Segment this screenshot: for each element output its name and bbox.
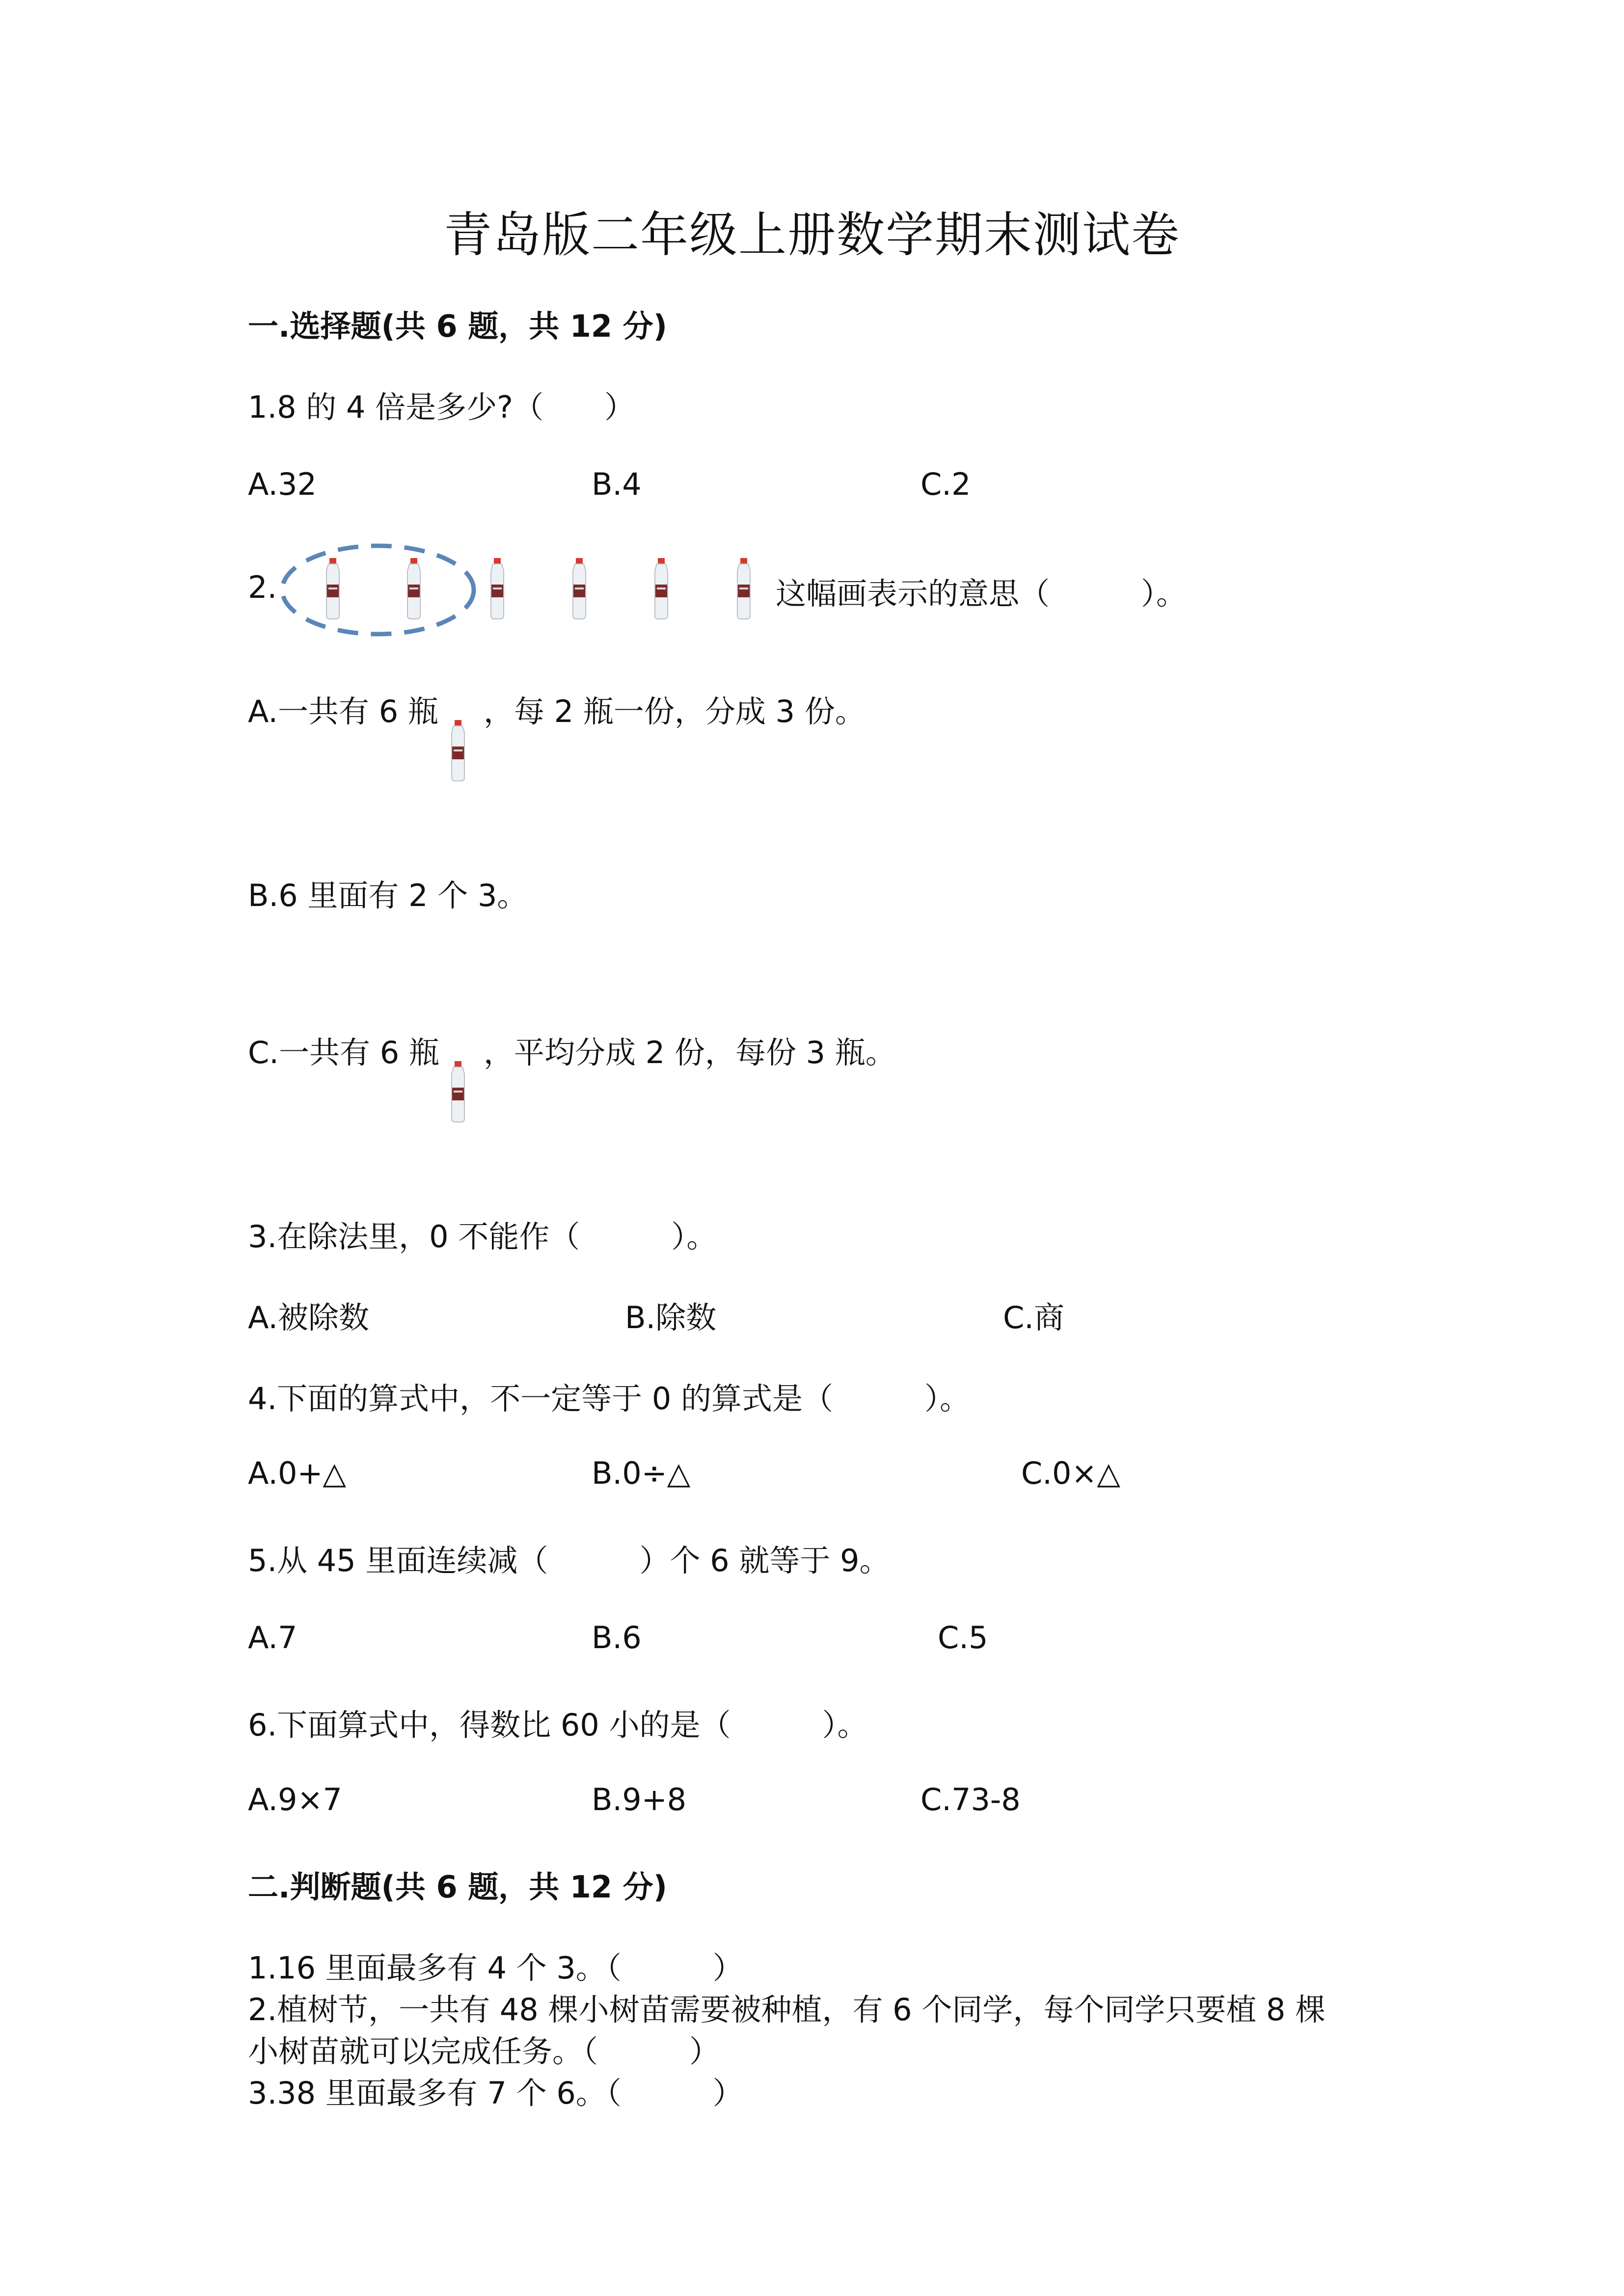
question-2-option-a-start: A.一共有 6 瓶 xyxy=(248,694,438,729)
water-bottle-icon xyxy=(446,719,470,782)
question-5-option-b: B.6 xyxy=(592,1620,642,1655)
question-1-option-b: B.4 xyxy=(592,466,642,502)
question-4-option-b: B.0÷△ xyxy=(592,1455,691,1491)
question-6-option-a: A.9×7 xyxy=(248,1782,342,1817)
question-1-option-c: C.2 xyxy=(920,466,971,502)
question-2-option-c-end: ，平均分成 2 份，每份 3 瓶。 xyxy=(484,1035,896,1070)
section-heading-choice: 一.选择题(共 6 题，共 12 分) xyxy=(248,308,667,344)
water-bottle-icon xyxy=(485,557,510,620)
water-bottle-icon xyxy=(321,557,345,620)
question-5-option-a: A.7 xyxy=(248,1620,298,1655)
question-6-stem: 6.下面算式中，得数比 60 小的是（ ）。 xyxy=(248,1707,868,1743)
water-bottle-icon xyxy=(446,1060,470,1123)
judgement-item-2-line-1: 2.植树节，一共有 48 棵小树苗需要被种植，有 6 个同学，每个同学只要植 8 棵 xyxy=(248,1992,1326,2028)
question-5-option-c: C.5 xyxy=(938,1620,988,1655)
question-6-option-b: B.9+8 xyxy=(592,1782,687,1817)
question-6-option-c: C.73-8 xyxy=(920,1782,1021,1817)
judgement-item-2-line-2: 小树苗就可以完成任务。（ ） xyxy=(248,2033,720,2069)
question-2-stem-text: 这幅画表示的意思（ ）。 xyxy=(776,576,1187,612)
water-bottle-icon xyxy=(731,557,756,620)
judgement-item-1: 1.16 里面最多有 4 个 3。（ ） xyxy=(248,1950,743,1986)
page-title: 青岛版二年级上册数学期末测试卷 xyxy=(443,207,1180,263)
section-heading-judgement: 二.判断题(共 6 题，共 12 分) xyxy=(248,1869,667,1905)
question-3-option-b: B.除数 xyxy=(625,1300,717,1335)
question-1-option-a: A.32 xyxy=(248,466,317,502)
question-2-option-b: B.6 里面有 2 个 3。 xyxy=(248,878,528,913)
question-4-option-c: C.0×△ xyxy=(1021,1455,1121,1491)
question-4-stem: 4.下面的算式中，不一定等于 0 的算式是（ ）。 xyxy=(248,1381,971,1416)
dashed-ellipse-grouping xyxy=(277,540,479,641)
question-2-number: 2. xyxy=(248,569,277,605)
judgement-item-3: 3.38 里面最多有 7 个 6。（ ） xyxy=(248,2075,743,2111)
question-1-stem: 1.8 的 4 倍是多少?（ ） xyxy=(248,389,635,425)
water-bottle-icon xyxy=(567,557,592,620)
question-3-option-c: C.商 xyxy=(1003,1300,1064,1335)
question-2-option-a-end: ，每 2 瓶一份，分成 3 份。 xyxy=(484,694,866,729)
question-3-stem: 3.在除法里，0 不能作（ ）。 xyxy=(248,1219,717,1255)
water-bottle-icon xyxy=(402,557,426,620)
question-4-option-a: A.0+△ xyxy=(248,1455,347,1491)
question-3-option-a: A.被除数 xyxy=(248,1300,370,1335)
question-2-option-c-start: C.一共有 6 瓶 xyxy=(248,1035,439,1070)
question-5-stem: 5.从 45 里面连续减（ ）个 6 就等于 9。 xyxy=(248,1543,890,1578)
water-bottle-icon xyxy=(649,557,674,620)
